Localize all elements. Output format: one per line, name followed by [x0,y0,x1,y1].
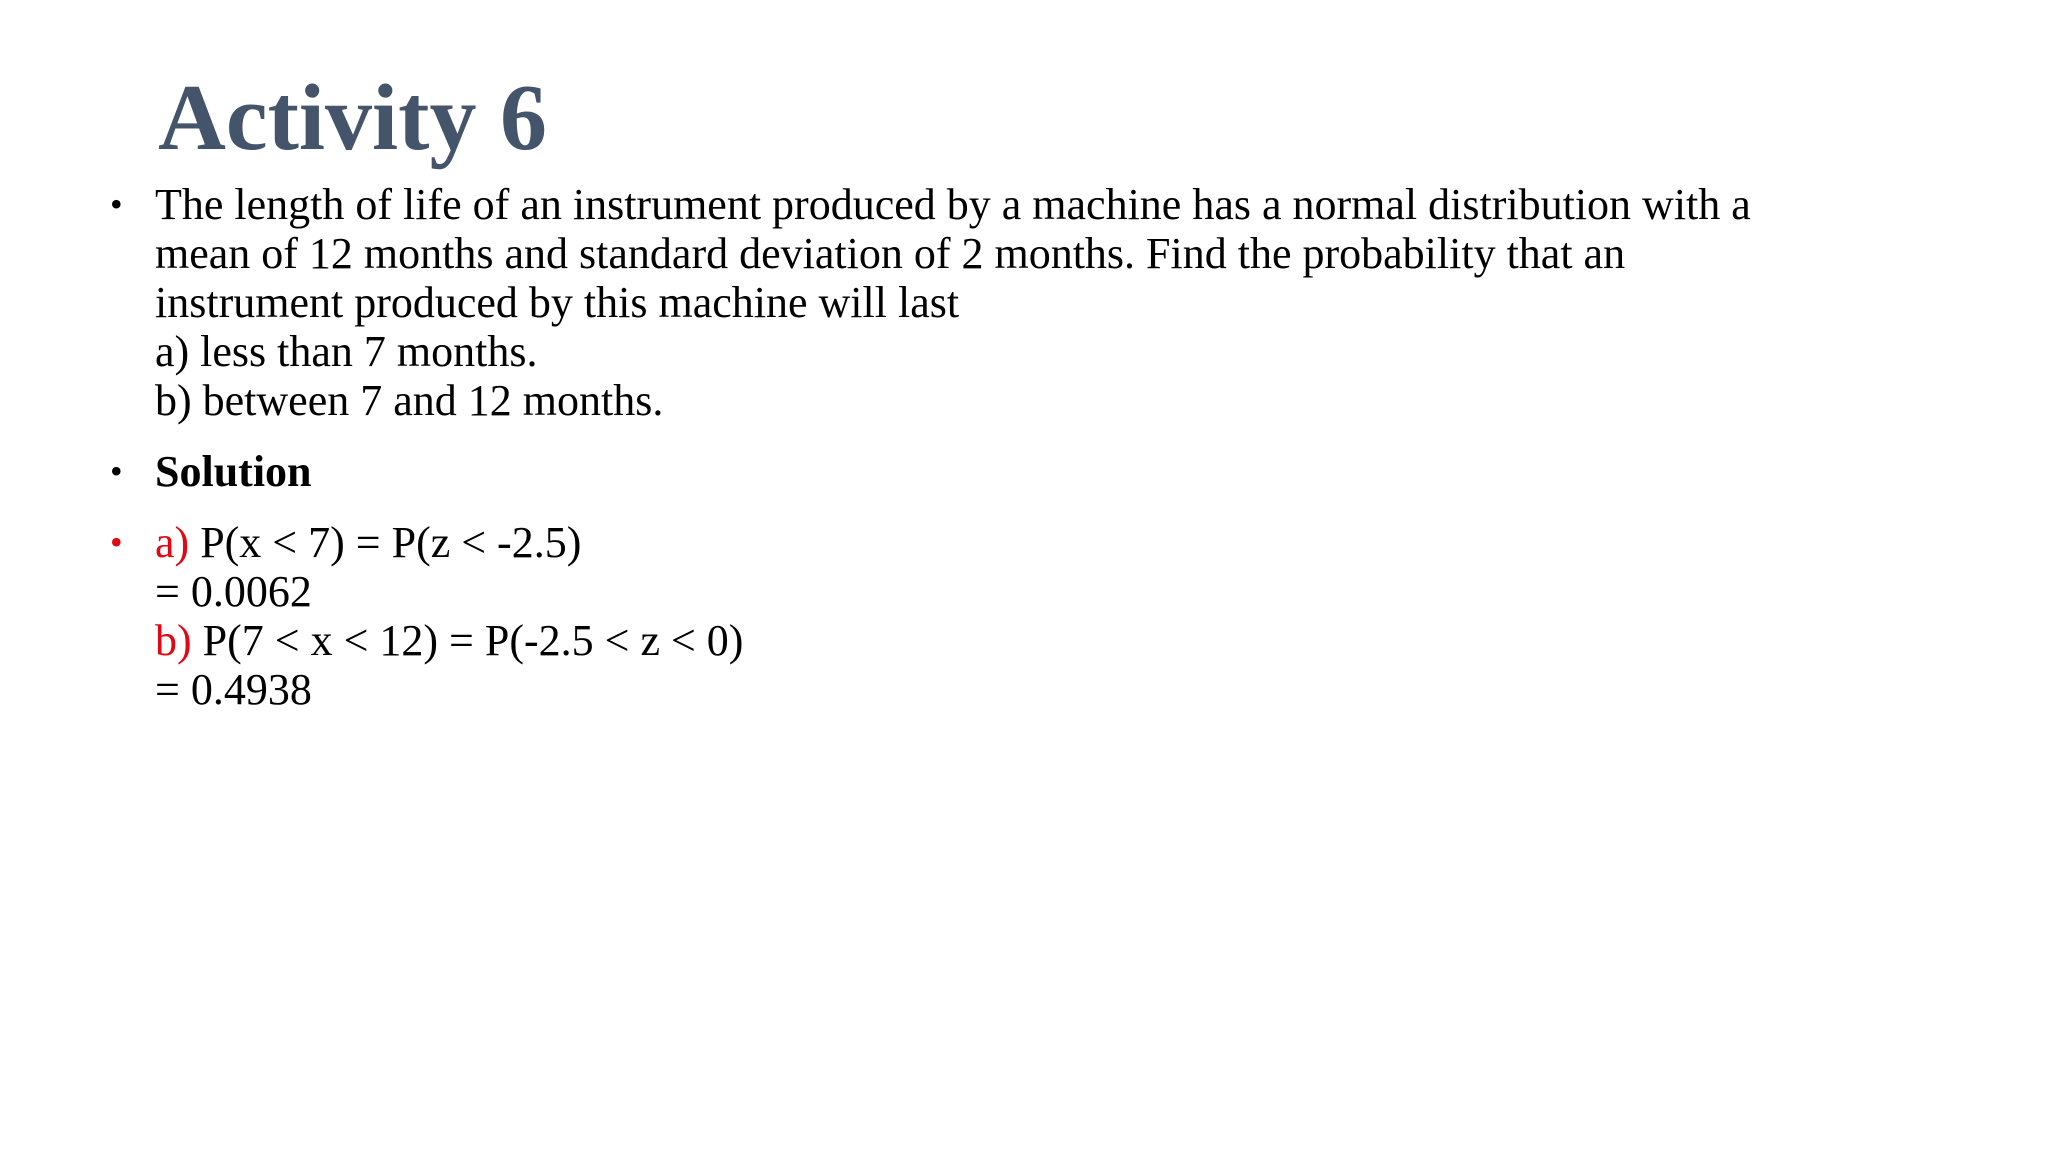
answer-b-result: = 0.4938 [155,665,312,714]
bullet-dot-red-icon: • [110,522,123,562]
problem-line-2: mean of 12 months and standard deviation of 2 months. Find the probability that an [155,229,1626,278]
answer-a-line [155,518,2010,567]
problem-line-3: instrument produced by this machine will last [155,278,960,327]
problem-part-a: a) less than 7 months. [155,327,538,376]
answer-a-expression: P(x < 7) = P(z < -2.5) [189,518,582,567]
bullet-dot-icon: • [110,451,123,491]
answer-a-result: = 0.0062 [155,567,312,616]
bullet-dot-icon: • [110,184,123,224]
problem-line-1: The length of life of an instrument produced by a machine has a normal distribution with a [155,180,1751,229]
answer-b-line [155,616,2010,665]
answer-b-label: b) [155,616,192,665]
problem-part-b: b) between 7 and 12 months. [155,376,664,425]
answer-b-expression: P(7 < x < 12) = P(-2.5 < z < 0) [191,616,744,665]
answers-bullet [110,518,2010,714]
answer-a-label: a) [155,518,190,567]
problem-bullet [110,180,2010,425]
slide-title: Activity 6 [158,66,547,170]
solution-heading: Solution [155,447,312,496]
bullet-list [110,180,2010,714]
solution-bullet [110,447,2010,496]
